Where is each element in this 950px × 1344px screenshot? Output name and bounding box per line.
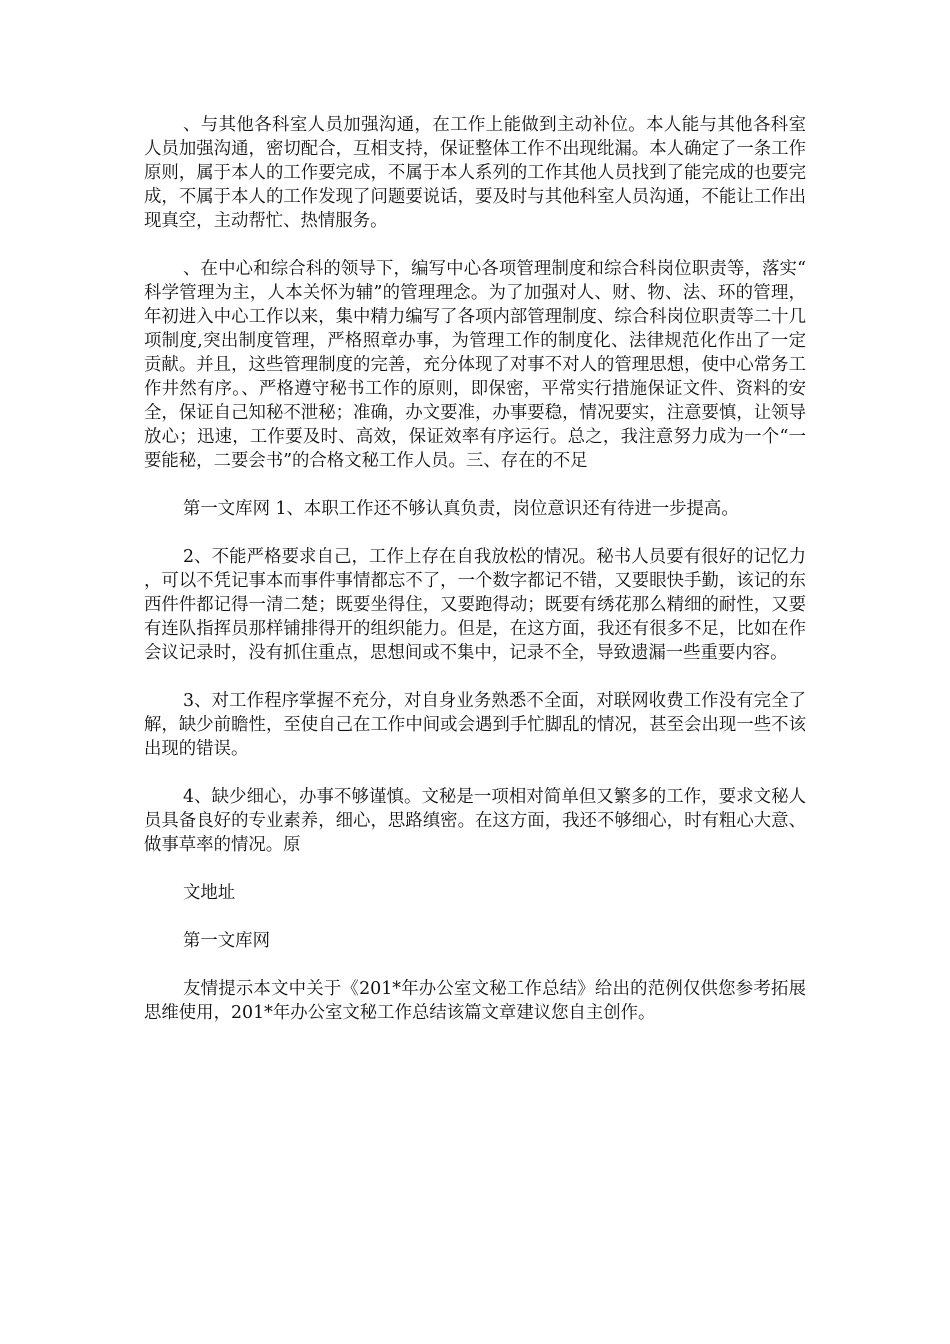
paragraph-shortcoming-1: 第一文库网 1、本职工作还不够认真负责，岗位意识还有待进一步提高。 xyxy=(183,499,739,519)
document-body xyxy=(144,113,806,1049)
paragraph-notice: 友情提示本文中关于《201*年办公室文秘工作总结》给出的范例仅供您参考拓展思维使用，201*年办公室文秘工作总结该篇文章建议您自主创作。 xyxy=(144,979,806,1023)
paragraph-site-name: 第一文库网 xyxy=(183,931,270,951)
paragraph-management-system: 、在中心和综合科的领导下，编写中心各项管理制度和综合科岗位职责等，落实“科学管理为主，人本关怀为辅”的管理理念。为了加强对人、财、物、法、环的管理，年初进入中心工作以来，集中精力编写了各项内部管理制度、综合科岗位职责等二十几项制度,突出制度管理，严格照章办事，为管理工作的制度化、法律规范化作出了一定贡献。并且，这些管理制度的完善，充分体现了对事不对人的管理思想，使中心常务工作井然有序。、严格遵守秘书工作的原则，即保密，平常实行措施保证文件、资料的安全，保证自己知秘不泄秘；准确，办文要准，办事要稳，情况要实，注意要慎，让领导放心；迅速，工作要及时、高效，保证效率有序运行。总之，我注意努力成为一个“一要能秘，二要会书”的合格文秘工作人员。三、存在的不足 xyxy=(144,259,806,471)
paragraph-source-address: 文地址 xyxy=(183,883,236,903)
paragraph-communication: 、与其他各科室人员加强沟通，在工作上能做到主动补位。本人能与其他各科室人员加强沟通，密切配合，互相支持，保证整体工作不出现纰漏。本人确定了一条工作原则，属于本人的工作要完成，不属于本人系列的工作其他人员找到了能完成的也要完成，不属于本人的工作发现了问题要说话，要及时与其他科室人员沟通，不能让工作出现真空，主动帮忙、热情服务。 xyxy=(144,115,806,231)
paragraph-shortcoming-4: 4、缺少细心，办事不够谨慎。文秘是一项相对简单但又繁多的工作，要求文秘人员具备良好的专业素养，细心，思路缜密。在这方面，我还不够细心，时有粗心大意、做事草率的情况。原 xyxy=(144,787,806,855)
paragraph-shortcoming-3: 3、对工作程序掌握不充分，对自身业务熟悉不全面，对联网收费工作没有完全了解，缺少前瞻性，至使自己在工作中间或会遇到手忙脚乱的情况，甚至会出现一些不该出现的错误。 xyxy=(144,691,806,759)
paragraph-shortcoming-2: 2、不能严格要求自己，工作上存在自我放松的情况。秘书人员要有很好的记忆力，可以不凭记事本而事件事情都忘不了，一个数字都记不错，又要眼快手勤，该记的东西件件都记得一清二楚；既要坐得住，又要跑得动；既要有绣花那么精细的耐性，又要有连队指挥员那样铺排得开的组织能力。但是，在这方面，我还有很多不足，比如在作会议记录时，没有抓住重点，思想间或不集中，记录不全，导致遗漏一些重要内容。 xyxy=(144,547,806,663)
